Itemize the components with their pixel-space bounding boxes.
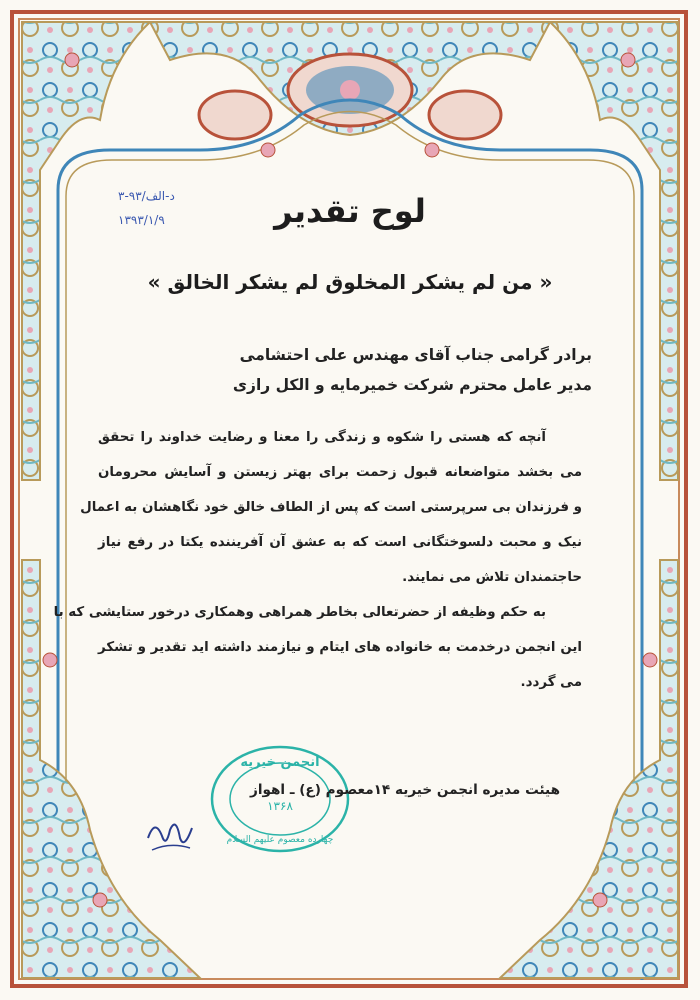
stamp-bottom-text: چهارده معصوم علیهم السلام xyxy=(226,835,334,845)
reference-date: ۱۳۹۳/۱/۹ xyxy=(118,213,165,227)
organization-stamp xyxy=(205,740,355,858)
body-line: این انجمن درخدمت به خانواده های ایتام و نیازمند داشته اید تقدیر و تشکر xyxy=(98,640,582,655)
signature-line: هیئت مدیره انجمن خیریه ۱۴معصوم (ع) ـ اهواز xyxy=(250,782,560,798)
recipient-block xyxy=(112,340,592,400)
body-line: آنچه که هستی را شکوه و زندگی را معنا و رضایت خداوند را تحقق xyxy=(98,430,546,445)
body-line: می بخشد متواضعانه قبول زحمت برای بهتر زیستن و آسایش محرومان xyxy=(98,465,582,480)
body-line: به حکم وظیفه از حضرتعالی بخاطر همراهی وهمکاری درخور ستایشی که با xyxy=(53,605,546,620)
certificate-title: لوح تقدیر xyxy=(274,192,426,230)
recipient-position: مدیر عامل محترم شرکت خمیرمایه و الکل رازی xyxy=(232,376,592,394)
stamp-top-text: انجمن خیریه xyxy=(240,755,320,770)
body-line: و فرزندان بی سرپرستی است که پس از الطاف خالق خود نگاهشان به اعمال xyxy=(80,500,582,515)
motto: « من لم یشکر المخلوق لم یشکر الخالق » xyxy=(147,270,553,294)
body-line: نیک و محبت دلسوختگانی است که به عشق آن آفریننده یکتا در رفع نیاز xyxy=(98,535,582,550)
body-line: می گردد. xyxy=(520,675,582,690)
body-text xyxy=(53,420,582,700)
recipient-name: برادر گرامی جناب آقای مهندس علی احتشامی xyxy=(239,346,592,364)
reference-number: ۳-۹۳/د-الف xyxy=(118,189,175,203)
body-line: حاجتمندان تلاش می نمایند. xyxy=(402,570,582,585)
stamp-year: ۱۳۶۸ xyxy=(267,799,293,813)
handwritten-signature xyxy=(140,808,200,858)
